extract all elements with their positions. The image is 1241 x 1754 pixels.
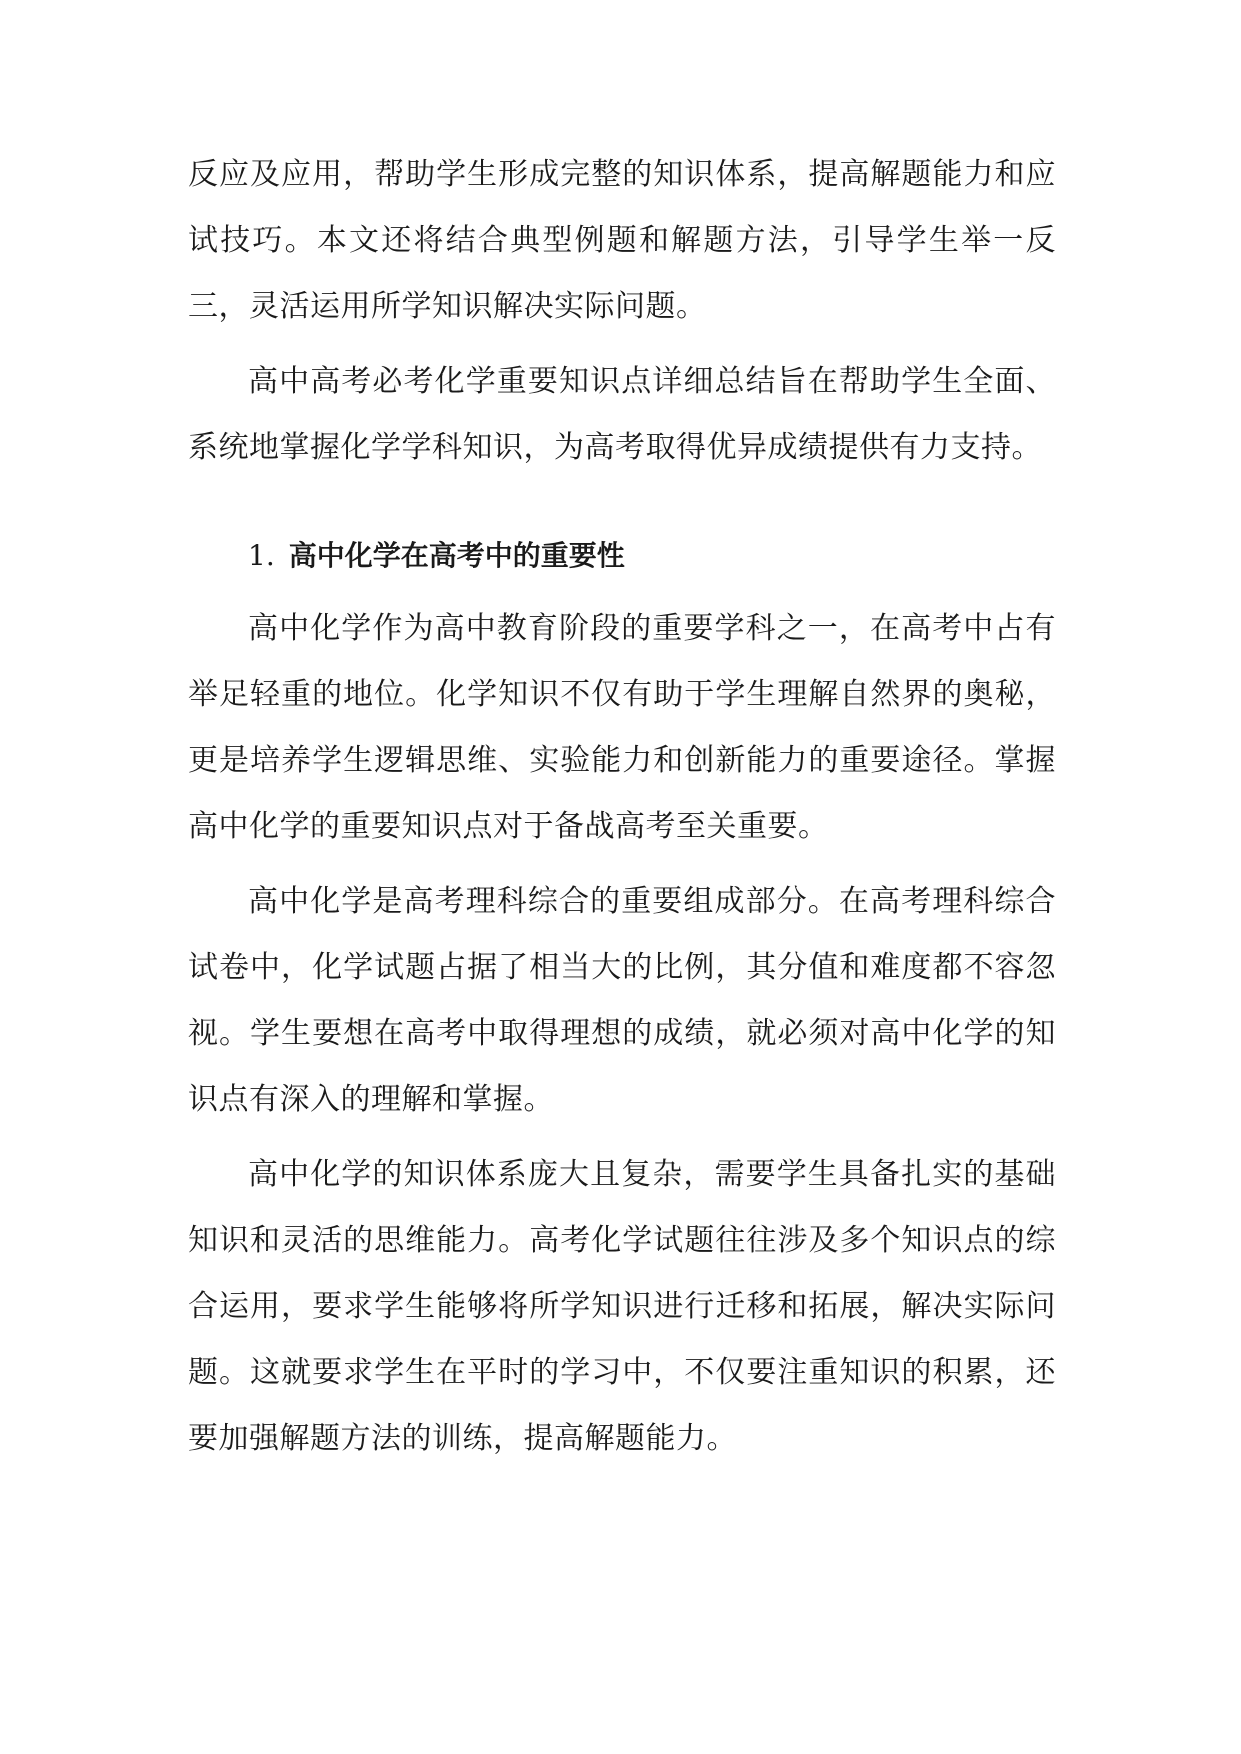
paragraph: 高中化学是高考理科综合的重要组成部分。在高考理科综合试卷中，化学试题占据了相当大的比例，其分值和难度都不容忽视。学生要想在高考中取得理想的成绩，就必须对高中化学的知识点有深入的理解和掌握。 — [188, 884, 1056, 1117]
paragraph: 高中化学作为高中教育阶段的重要学科之一，在高考中占有举足轻重的地位。化学知识不仅有助于学生理解自然界的奥秘，更是培养学生逻辑思维、实验能力和创新能力的重要途径。掌握高中化学的重要知识点对于备战高考至关重要。 — [188, 611, 1056, 844]
document-content — [188, 142, 1056, 1481]
section-title: 高中化学在高考中的重要性 — [288, 539, 625, 572]
paragraph-summary: 高中高考必考化学重要知识点详细总结旨在帮助学生全面、系统地掌握化学学科知识，为高考取得优异成绩提供有力支持。 — [188, 364, 1056, 465]
paragraph: 高中化学的知识体系庞大且复杂，需要学生具备扎实的基础知识和灵活的思维能力。高考化学试题往往涉及多个知识点的综合运用，要求学生能够将所学知识进行迁移和拓展，解决实际问题。这就要求学生在平时的学习中，不仅要注重知识的积累，还要加强解题方法的训练，提高解题能力。 — [188, 1157, 1056, 1456]
section-heading — [188, 523, 1056, 589]
section-number: 1. — [248, 539, 275, 572]
paragraph-continued: 反应及应用，帮助学生形成完整的知识体系，提高解题能力和应试技巧。本文还将结合典型例题和解题方法，引导学生举一反三，灵活运用所学知识解决实际问题。 — [188, 157, 1056, 324]
